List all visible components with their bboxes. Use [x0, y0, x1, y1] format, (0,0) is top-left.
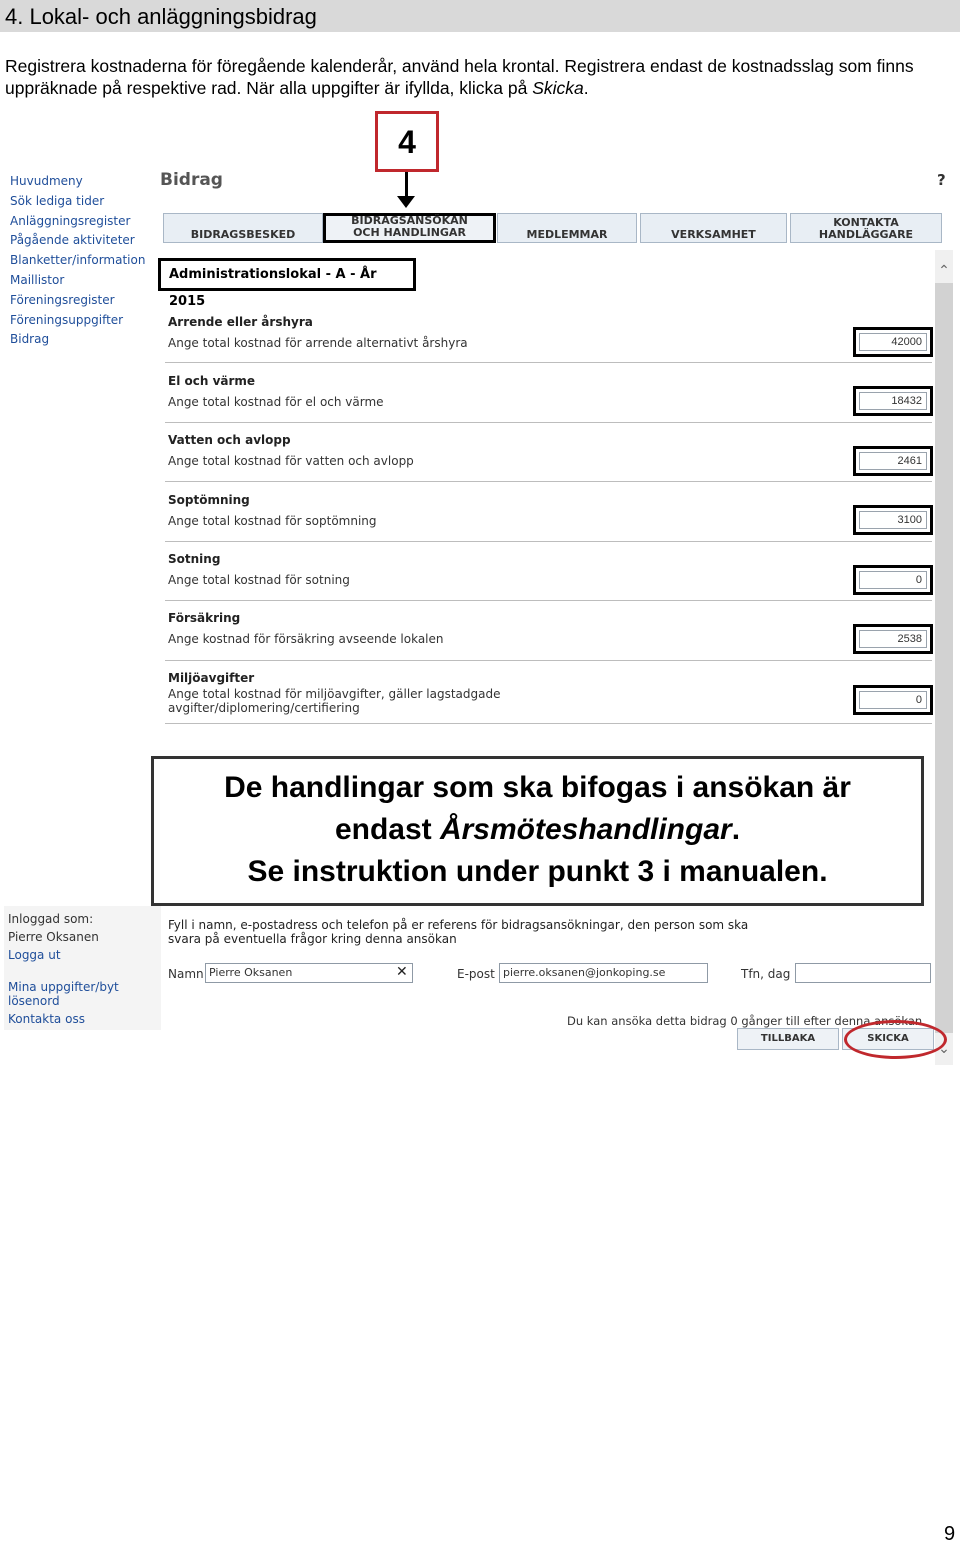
contact-link[interactable]: Kontakta oss	[8, 1012, 85, 1026]
logged-in-label: Inloggad som:	[8, 912, 94, 926]
row-title: El och värme	[168, 374, 256, 388]
user-name: Pierre Oksanen	[8, 930, 99, 944]
scroll-down-icon[interactable]: ⌄	[938, 1040, 950, 1056]
send-button[interactable]: SKICKA	[842, 1028, 934, 1050]
scroll-up-icon[interactable]: ⌃	[938, 262, 950, 278]
cost-input-el-varme[interactable]: 18432	[853, 386, 933, 416]
row-title: Sotning	[168, 552, 221, 566]
tab-bidragsansokan[interactable]: BIDRAGSANSÖKAN OCH HANDLINGAR	[323, 213, 496, 243]
tab-medlemmar[interactable]: MEDLEMMAR	[497, 213, 637, 243]
nav-item-foreningsuppgifter[interactable]: Föreningsuppgifter	[10, 312, 124, 327]
nav-item-bidrag[interactable]: Bidrag	[10, 332, 50, 347]
tab-verksamhet[interactable]: VERKSAMHET	[640, 213, 787, 243]
submit-info: Du kan ansöka detta bidrag 0 gånger till efter denna ansökan	[567, 1014, 923, 1028]
clear-icon[interactable]: ✕	[396, 964, 408, 980]
cost-input-sotning[interactable]: 0	[853, 565, 933, 595]
row-title: Miljöavgifter	[168, 671, 255, 685]
nav-item-blanketter[interactable]: Blanketter/information	[10, 253, 146, 268]
scrollbar-thumb[interactable]	[935, 283, 953, 1033]
row-description: Ange total kostnad för vatten och avlopp	[168, 454, 414, 468]
name-field[interactable]: Pierre Oksanen	[205, 963, 413, 983]
row-title: Försäkring	[168, 611, 241, 625]
row-description: Ange total kostnad för soptömning	[168, 514, 377, 528]
cost-input-arrende[interactable]: 42000	[853, 327, 933, 357]
cost-input-vatten-avlopp[interactable]: 2461	[853, 446, 933, 476]
row-divider	[165, 600, 932, 601]
email-label: E-post	[457, 967, 495, 981]
row-divider	[165, 541, 932, 542]
reference-info: Fyll i namn, e-postadress och telefon på er referens för bidragsansökningar, den person som ska svara på eventuella frågor kring denna ansökan	[168, 918, 749, 946]
phone-field[interactable]	[795, 963, 931, 983]
nav-item-anlaggningsregister[interactable]: Anläggningsregister	[10, 213, 131, 228]
row-description: Ange total kostnad för miljöavgifter, gäller lagstadgade avgifter/diplomering/certifiering	[168, 687, 501, 715]
section-heading: 4. Lokal- och anläggningsbidrag	[0, 0, 960, 32]
note-line: Se instruktion under punkt 3 i manualen.	[247, 855, 828, 888]
nav-item-pagaende-aktiviteter[interactable]: Pågående aktiviteter	[10, 233, 135, 248]
row-title: Vatten och avlopp	[168, 433, 291, 447]
nav-item-foreningsregister[interactable]: Föreningsregister	[10, 292, 115, 307]
row-divider	[165, 723, 932, 724]
user-nav	[8, 910, 128, 1026]
step-marker: 4	[375, 111, 439, 172]
cost-input-soptomning[interactable]: 3100	[853, 505, 933, 535]
back-button[interactable]: TILLBAKA	[737, 1028, 839, 1050]
row-description: Ange total kostnad för el och värme	[168, 395, 384, 409]
tab-kontakta-handlaggare[interactable]: KONTAKTA HANDLÄGGARE	[790, 213, 942, 243]
highlight-oval	[844, 1020, 947, 1059]
section-title: Administrationslokal - A - År 2015	[158, 258, 416, 291]
nav-item-sok-lediga-tider[interactable]: Sök lediga tider	[10, 193, 105, 208]
help-icon[interactable]: ?	[937, 171, 946, 189]
intro-text: Registrera kostnaderna för föregående kalenderår, använd hela krontal. Registrera endast de kostnadsslag som finns uppräknade på respektive rad. När alla uppgifter är ifyllda, klicka på Skicka.	[5, 56, 914, 98]
row-divider	[165, 660, 932, 661]
row-description: Ange total kostnad för sotning	[168, 573, 350, 587]
my-details-link[interactable]: Mina uppgifter/byt lösenord	[8, 980, 119, 1008]
tab-bidragsbesked[interactable]: BIDRAGSBESKED	[163, 213, 323, 243]
row-title: Soptömning	[168, 493, 250, 507]
note-box	[151, 756, 924, 906]
row-divider	[165, 362, 932, 363]
name-label: Namn	[168, 967, 204, 981]
cost-input-forsakring[interactable]: 2538	[853, 624, 933, 654]
row-divider	[165, 422, 932, 423]
page-title: Bidrag	[160, 170, 223, 190]
nav-item-huvudmeny[interactable]: Huvudmeny	[10, 174, 83, 188]
cost-input-miljoavgifter[interactable]: 0	[853, 685, 933, 715]
row-divider	[165, 481, 932, 482]
phone-label: Tfn, dag	[741, 967, 791, 981]
page-number: 9	[944, 1523, 956, 1545]
note-line: endast Årsmöteshandlingar.	[334, 813, 741, 846]
row-title: Arrende eller årshyra	[168, 315, 313, 329]
note-line: De handlingar som ska bifogas i ansökan är	[224, 771, 851, 804]
main-nav	[10, 172, 145, 350]
row-description: Ange kostnad för försäkring avseende lokalen	[168, 632, 444, 646]
row-description: Ange total kostnad för arrende alternativt årshyra	[168, 336, 468, 350]
logout-link[interactable]: Logga ut	[8, 948, 61, 962]
nav-item-maillistor[interactable]: Maillistor	[10, 272, 65, 287]
arrow-head-icon	[397, 196, 415, 208]
email-field[interactable]: pierre.oksanen@jonkoping.se	[499, 963, 708, 983]
